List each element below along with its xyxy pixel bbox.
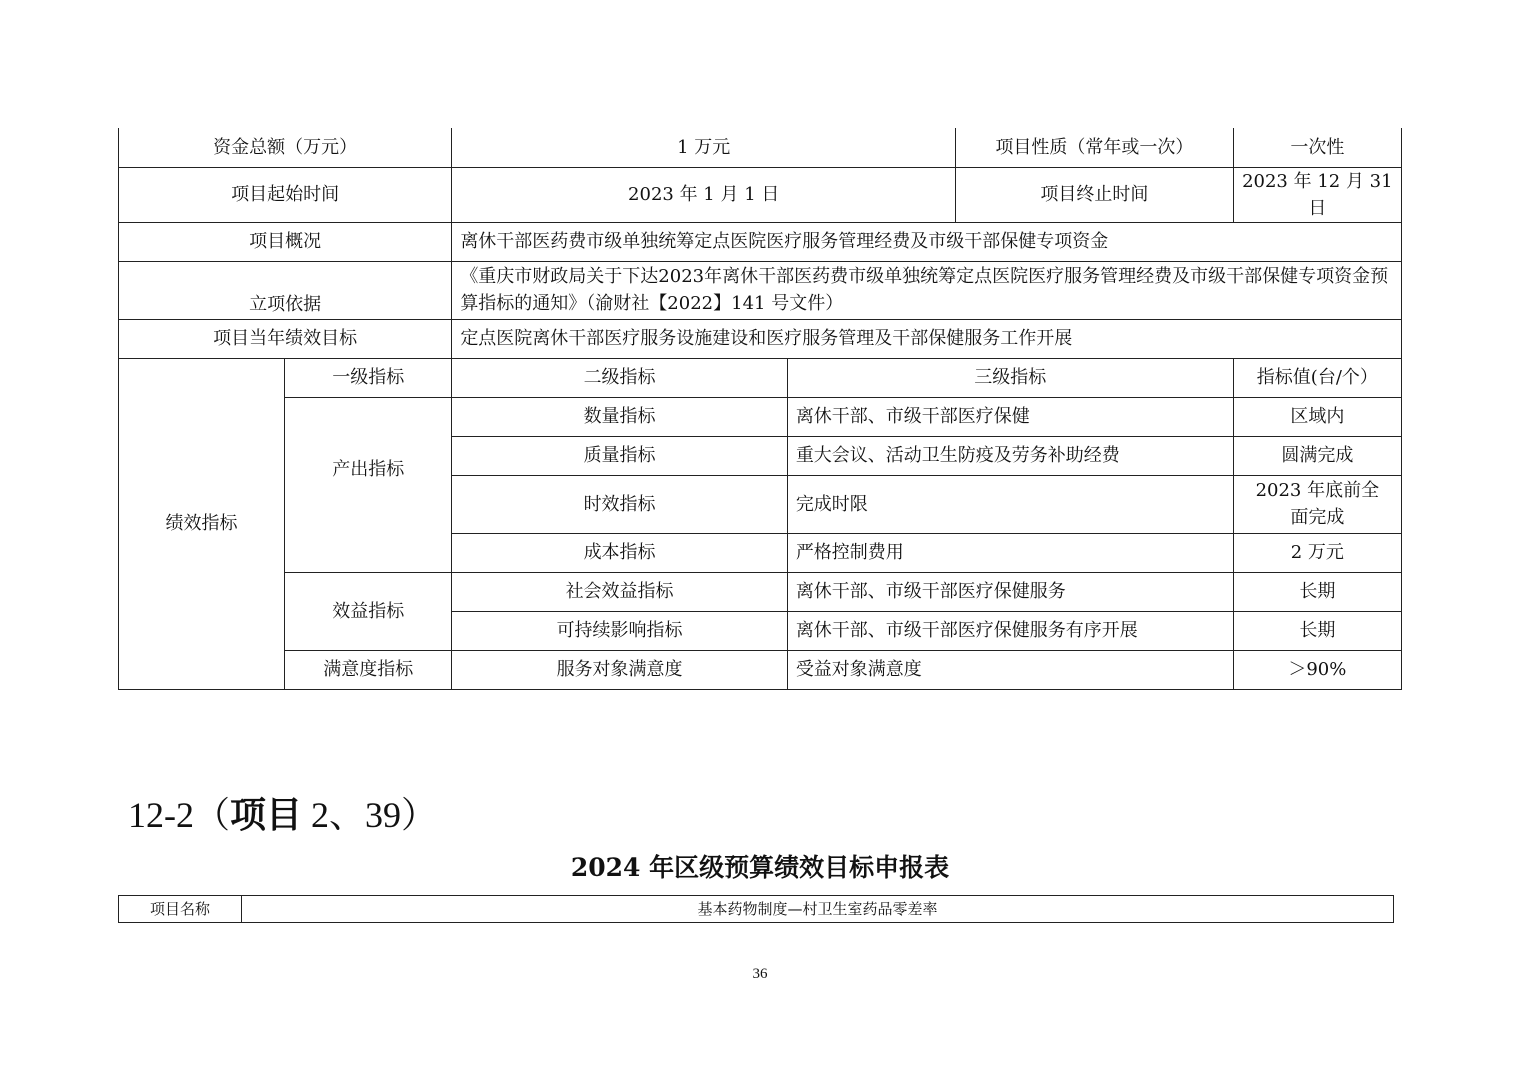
table-row xyxy=(119,650,1402,689)
table-row xyxy=(119,397,1402,436)
level3-cell: 重大会议、活动卫生防疫及劳务补助经费 xyxy=(787,436,1233,475)
form-title: 2024 年区级预算绩效目标申报表 xyxy=(570,853,950,882)
start-time-value: 2023 年 1 月 1 日 xyxy=(452,167,956,222)
start-time-label: 项目起始时间 xyxy=(119,167,452,222)
level2-cell: 服务对象满意度 xyxy=(452,650,788,689)
value-cell: 区域内 xyxy=(1233,397,1401,436)
project-name-table xyxy=(118,895,1394,923)
level3-cell: 完成时限 xyxy=(787,475,1233,533)
table-row xyxy=(119,572,1402,611)
header-value: 指标值(台/个） xyxy=(1233,358,1401,397)
performance-indicators-label: 绩效指标 xyxy=(119,358,285,689)
level2-cell: 数量指标 xyxy=(452,397,788,436)
project-nature-value: 一次性 xyxy=(1233,128,1401,167)
header-level1: 一级指标 xyxy=(285,358,452,397)
value-cell: 圆满完成 xyxy=(1233,436,1401,475)
annual-goal-label: 项目当年绩效目标 xyxy=(119,319,452,358)
end-time-value: 2023 年 12 月 31 日 xyxy=(1233,167,1401,222)
annual-goal-value: 定点医院离休干部医疗服务设施建设和医疗服务管理及干部保健服务工作开展 xyxy=(452,319,1402,358)
section-heading-prefix: 12-2（ xyxy=(128,795,230,835)
level3-cell: 离休干部、市级干部医疗保健服务有序开展 xyxy=(787,611,1233,650)
overview-label: 项目概况 xyxy=(119,222,452,261)
value-cell: 长期 xyxy=(1233,572,1401,611)
basis-value: 《重庆市财政局关于下达2023年离休干部医药费市级单独统筹定点医院医疗服务管理经费及市级干部保健专项资金预算指标的通知》（渝财社【2022】141 号文件） xyxy=(452,261,1402,319)
project-name-label: 项目名称 xyxy=(119,896,242,923)
total-funds-label: 资金总额（万元） xyxy=(119,128,452,167)
header-level3: 三级指标 xyxy=(787,358,1233,397)
level3-cell: 离休干部、市级干部医疗保健服务 xyxy=(787,572,1233,611)
end-time-label: 项目终止时间 xyxy=(956,167,1234,222)
satisfaction-indicators-label: 满意度指标 xyxy=(285,650,452,689)
value-cell: 2023 年底前全面完成 xyxy=(1233,475,1401,533)
level2-cell: 成本指标 xyxy=(452,533,788,572)
level3-cell: 受益对象满意度 xyxy=(787,650,1233,689)
output-indicators-label: 产出指标 xyxy=(285,397,452,572)
section-heading xyxy=(128,790,437,840)
level3-cell: 严格控制费用 xyxy=(787,533,1233,572)
level2-cell: 可持续影响指标 xyxy=(452,611,788,650)
value-cell: 2 万元 xyxy=(1233,533,1401,572)
project-nature-label: 项目性质（常年或一次） xyxy=(956,128,1234,167)
level2-cell: 时效指标 xyxy=(452,475,788,533)
value-cell: ＞90% xyxy=(1233,650,1401,689)
total-funds-value: 1 万元 xyxy=(452,128,956,167)
section-heading-suffix: 2、39） xyxy=(302,795,438,835)
value-cell: 长期 xyxy=(1233,611,1401,650)
section-heading-bold: 项目 xyxy=(230,795,303,835)
performance-target-table xyxy=(118,128,1402,690)
benefit-indicators-label: 效益指标 xyxy=(285,572,452,650)
page-number: 36 xyxy=(752,966,768,982)
level3-cell: 离休干部、市级干部医疗保健 xyxy=(787,397,1233,436)
level2-cell: 质量指标 xyxy=(452,436,788,475)
basis-label: 立项依据 xyxy=(119,261,452,319)
level2-cell: 社会效益指标 xyxy=(452,572,788,611)
project-name-value: 基本药物制度—村卫生室药品零差率 xyxy=(242,896,1394,923)
overview-value: 离休干部医药费市级单独统筹定点医院医疗服务管理经费及市级干部保健专项资金 xyxy=(452,222,1402,261)
header-level2: 二级指标 xyxy=(452,358,788,397)
